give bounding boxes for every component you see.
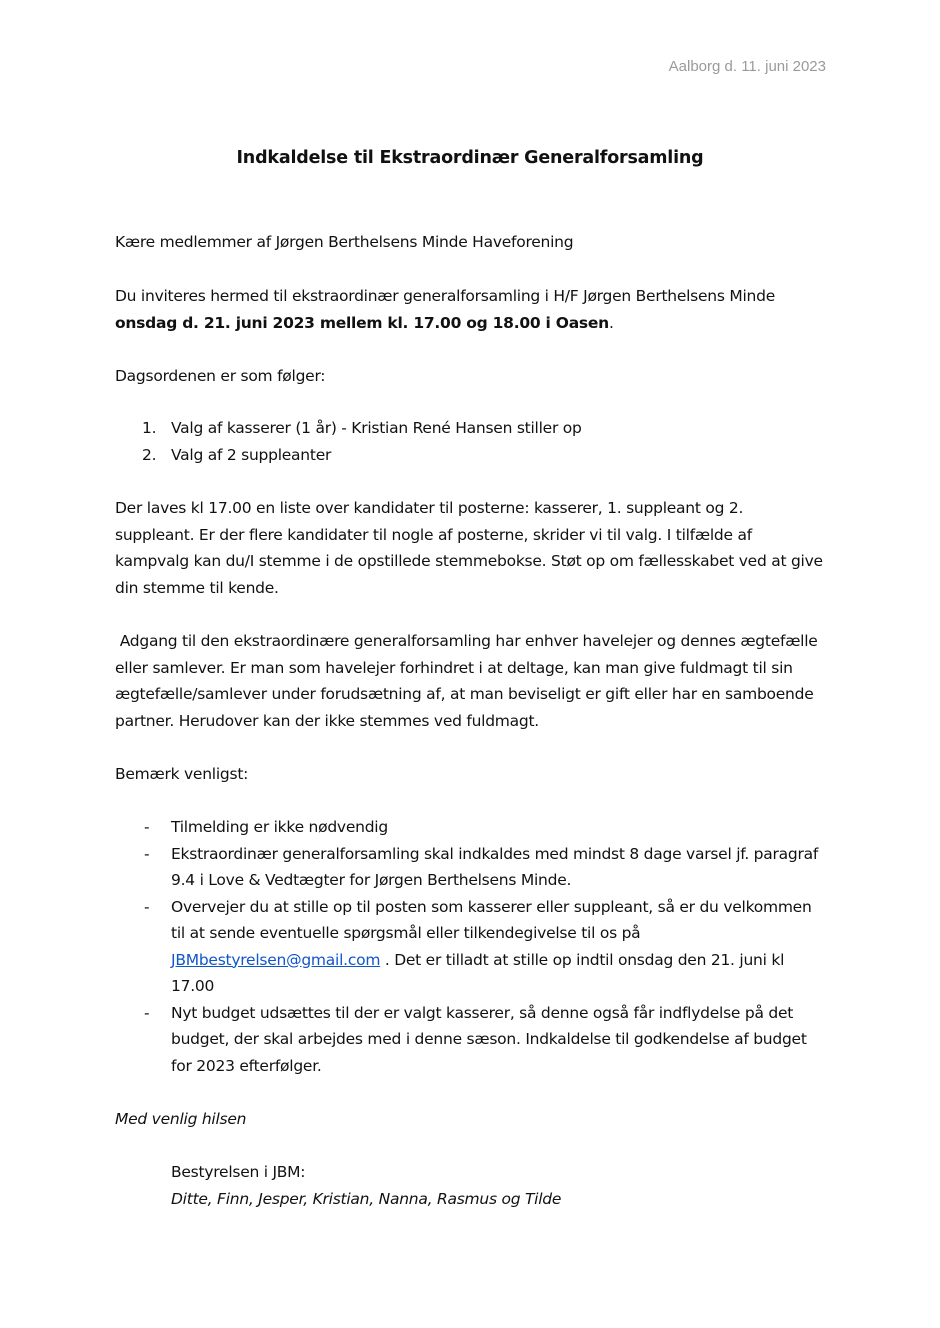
invitation-date-time: onsdag d. 21. juni 2023 mellem kl. 17.00 og 18.00 i Oasen — [115, 313, 609, 332]
notice-item-text-before: Overvejer du at stille op til posten som kasserer eller suppleant, så er du velkommen til at sende eventuelle spørgsmål eller tilkendegivelse til os på — [171, 897, 812, 942]
document-date: Aalborg d. 11. juni 2023 — [668, 58, 826, 75]
notice-item — [115, 894, 827, 1000]
notice-item-text-after: . Det er tilladt at stille op indtil onsdag den 21. juni kl 17.00 — [171, 950, 785, 995]
notice-intro-text: Bemærk venligst: — [115, 765, 249, 783]
notice-list — [115, 814, 827, 1079]
invitation-period: . — [608, 313, 614, 332]
agenda-item-number: 1. — [142, 419, 157, 437]
signature-org: Bestyrelsen i JBM: — [171, 1163, 306, 1181]
agenda-items — [115, 415, 827, 468]
notice-item — [115, 1000, 827, 1080]
agenda-intro-text: Dagsordenen er som følger: — [115, 367, 326, 385]
access-text: Adgang til den ekstraordinære generalforsamling har enhver havelejer og dennes ægtefælle eller samlever. Er man som havelejer forhindret i at deltage, kan man give fuldmagt til sin ægtefælle/samlever under forudsætning af, at man beviseligt er gift eller har en samboende partner. Herudover kan der ikke stemmes ved fuldmagt. — [115, 632, 823, 730]
agenda-item — [115, 442, 827, 469]
dash-bullet: - — [144, 897, 150, 916]
notice-items — [115, 814, 827, 1079]
agenda-item-text: Valg af 2 suppleanter — [171, 445, 332, 464]
access-paragraph — [115, 628, 827, 734]
agenda-item-text: Valg af kasserer (1 år) - Kristian René Hansen stiller op — [171, 419, 582, 437]
notice-intro — [115, 761, 827, 788]
dash-bullet: - — [144, 1003, 150, 1022]
notice-item-text: Nyt budget udsættes til der er valgt kasserer, så denne også får indflydelse på det budget, der skal arbejdes med i denne sæson. Indkaldelse til godkendelse af budget for 2023 efterfølger. — [171, 1003, 807, 1075]
greeting-text: Kære medlemmer af Jørgen Berthelsens Minde Haveforening — [115, 233, 574, 251]
candidates-paragraph — [115, 495, 827, 601]
invitation-paragraph — [115, 283, 827, 336]
notice-item-text: Tilmelding er ikke nødvendig — [171, 818, 388, 836]
signature — [171, 1159, 821, 1212]
notice-item — [115, 814, 827, 841]
greeting — [115, 229, 827, 256]
email-link[interactable]: JBMbestyrelsen@gmail.com — [171, 950, 381, 969]
agenda-item — [115, 415, 827, 442]
agenda-item-number: 2. — [142, 445, 157, 464]
document-title: Indkaldelse til Ekstraordinær Generalforsamling — [236, 148, 704, 168]
agenda-intro — [115, 363, 827, 390]
notice-item — [115, 841, 827, 894]
invitation-lead: Du inviteres hermed til ekstraordinær generalforsamling i H/F Jørgen Berthelsens Minde — [115, 287, 776, 305]
dash-bullet: - — [144, 818, 150, 836]
closing-text: Med venlig hilsen — [115, 1110, 247, 1128]
dash-bullet: - — [144, 844, 150, 863]
agenda-list — [115, 415, 827, 468]
invitation-text — [115, 283, 827, 336]
signature-names: Ditte, Finn, Jesper, Kristian, Nanna, Rasmus og Tilde — [171, 1189, 562, 1208]
candidates-text: Der laves kl 17.00 en liste over kandidater til posterne: kasserer, 1. suppleant og 2. suppleant. Er der flere kandidater til nogle af posterne, skrider vi til valg. I tilfælde af kampvalg kan du/I stemme i de opstillede stemmebokse. Støt op om fællesskabet ved at give din stemme til kende. — [115, 499, 823, 597]
closing — [115, 1106, 827, 1133]
notice-item-text: Ekstraordinær generalforsamling skal indkaldes med mindst 8 dage varsel jf. paragraf 9.4 i Love & Vedtægter for Jørgen Berthelsens Minde. — [171, 844, 819, 889]
